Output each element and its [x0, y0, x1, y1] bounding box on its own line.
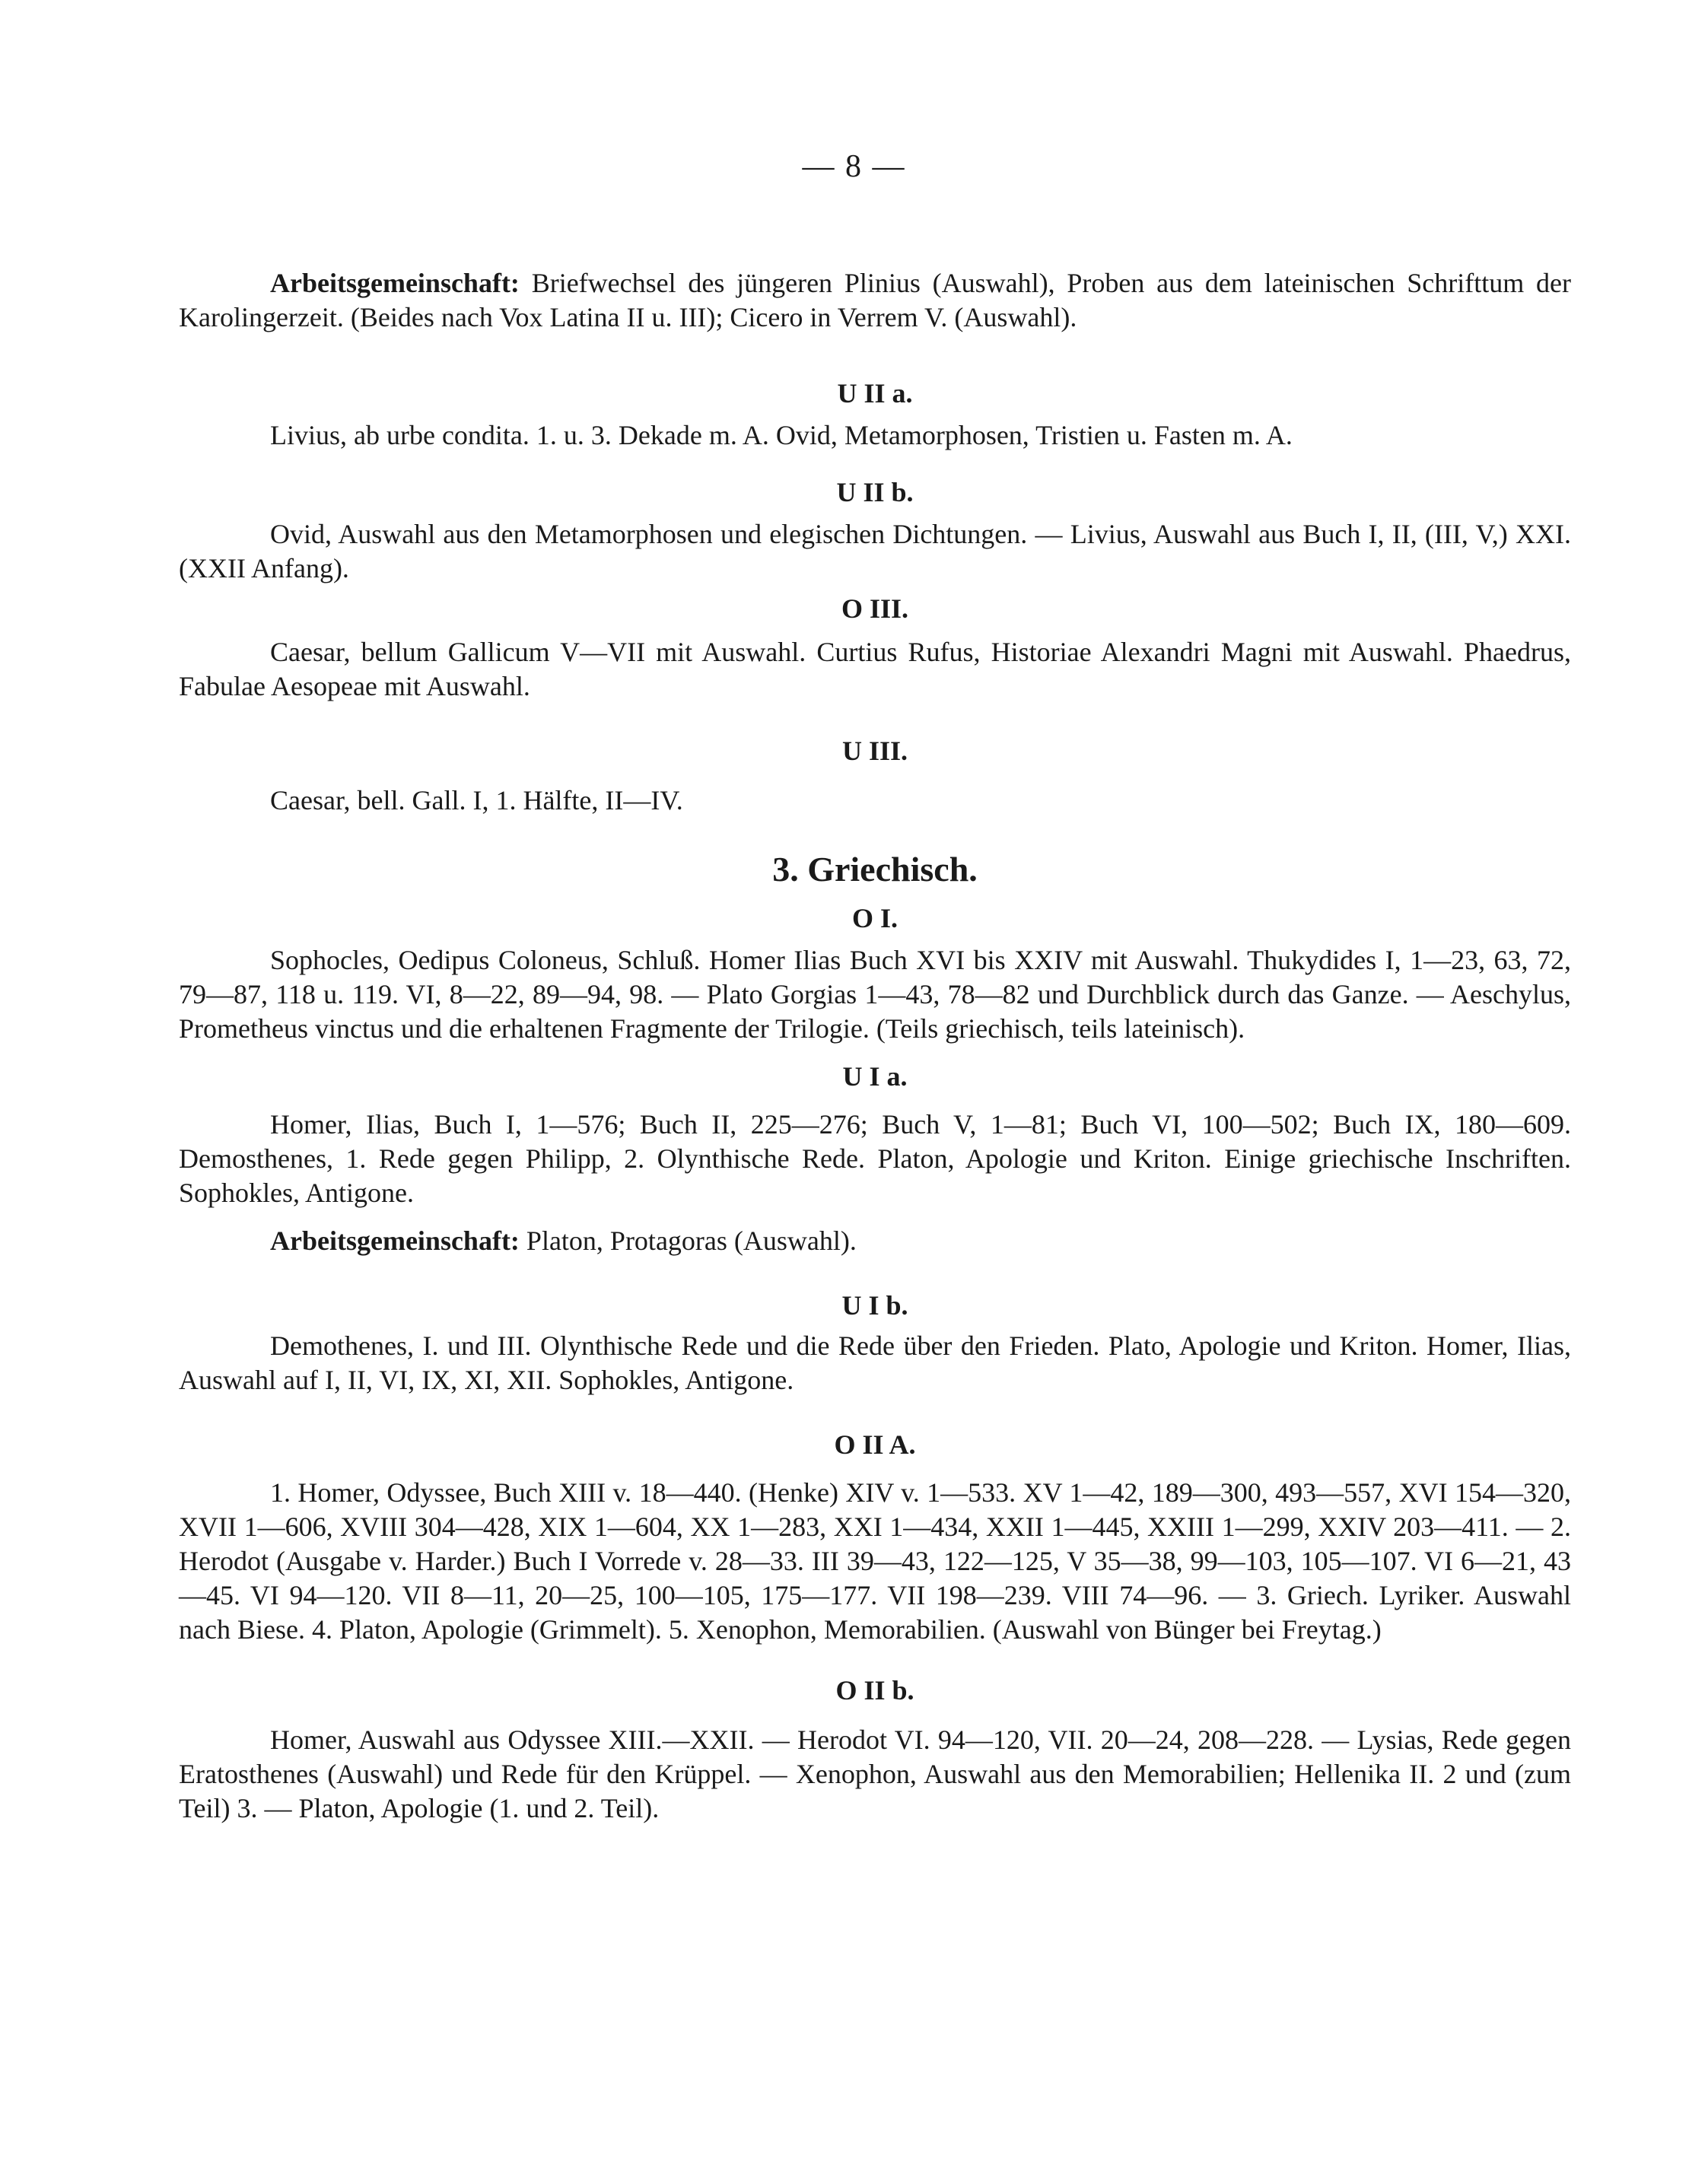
heading-u2a: U II a. [837, 378, 913, 408]
heading-o2b: O II b. [835, 1675, 914, 1705]
latin-ag-label: Arbeitsgemeinschaft: [270, 268, 520, 298]
page-content [179, 266, 1571, 1826]
heading-u3: U III. [841, 736, 908, 766]
text-o2b: Homer, Auswahl aus Odyssee XIII.—XXII. — Herodot VI. 94—120, VII. 20—24, 208—228. — Lysias, Rede gegen Eratosthenes (Auswahl) und Rede für den Krüppel. — Xenophon, Auswahl aus den Memorabilien; Hellenika II. 2 und (zum Teil) 3. — Platon, Apologie (1. und 2. Teil). [179, 1725, 1571, 1823]
text-o1: Sophocles, Oedipus Coloneus, Schluß. Homer Ilias Buch XVI bis XXIV mit Auswahl. Thukydides I, 1—23, 63, 72, 79—87, 118 u. 119. VI, 8—22, 89—94, 98. — Plato Gorgias 1—43, 78—82 und Durchblick durch das Ganze. — Aeschylus, Prometheus vinctus und die erhaltenen Fragmente der Trilogie. (Teils griechisch, teils lateinisch). [179, 945, 1571, 1044]
text-u3: Caesar, bell. Gall. I, 1. Hälfte, II—IV. [270, 785, 683, 815]
greek-ag-text: Platon, Protagoras (Auswahl). [526, 1225, 857, 1256]
text-u2a: Livius, ab urbe condita. 1. u. 3. Dekade m. A. Ovid, Metamorphosen, Tristien u. Fasten m. A. [270, 420, 1293, 450]
text-o2a: 1. Homer, Odyssee, Buch XIII v. 18—440. (Henke) XIV v. 1—533. XV 1—42, 189—300, 493—557, XVI 154—320, XVII 1—606, XVIII 304—428, XIX 1—604, XX 1—283, XXI 1—434, XXII 1—445, XXIII 1—299, XXIV 203—411. — 2. Herodot (Ausgabe v. Harder.) Buch I Vorrede v. 28—33. III 39—43, 122—125, V 35—38, 99—103, 105—107. VI 6—21, 43—45. VI 94—120. VII 8—11, 20—25, 100—105, 175—177. VII 198—239. VIII 74—96. — 3. Griech. Lyriker. Auswahl nach Biese. 4. Platon, Apologie (Grimmelt). 5. Xenophon, Memorabilien. (Auswahl von Bünger bei Freytag.) [179, 1477, 1571, 1645]
heading-u2b: U II b. [836, 477, 914, 507]
text-o3: Caesar, bellum Gallicum V—VII mit Auswahl. Curtius Rufus, Historiae Alexandri Magni mit Auswahl. Phaedrus, Fabulae Aesopeae mit Auswahl. [179, 637, 1571, 701]
greek-ag-label: Arbeitsgemeinschaft: [270, 1225, 520, 1256]
text-u1a: Homer, Ilias, Buch I, 1—576; Buch II, 225—276; Buch V, 1—81; Buch VI, 100—502; Buch IX, 180—609. Demosthenes, 1. Rede gegen Philipp, 2. Olynthische Rede. Platon, Apologie und Kriton. Einige griechische Inschriften. Sophokles, Antigone. [179, 1109, 1571, 1208]
latin-ag-text: Briefwechsel des jüngeren Plinius (Auswahl), Proben aus dem lateinischen Schrifttum der Karolingerzeit. (Beides nach Vox Latina II u. III); Cicero in Verrem V. (Auswahl). [179, 268, 1571, 332]
greek-ag-paragraph [179, 1224, 1571, 1258]
heading-o1: O I. [851, 903, 898, 933]
text-u2b: Ovid, Auswahl aus den Metamorphosen und elegischen Dichtungen. — Livius, Auswahl aus Buch I, II, (III, V,) XXI. (XXII Anfang). [179, 519, 1571, 583]
text-u1b: Demothenes, I. und III. Olynthische Rede und die Rede über den Frieden. Plato, Apologie und Kriton. Homer, Ilias, Auswahl auf I, II, VI, IX, XI, XII. Sophokles, Antigone. [179, 1330, 1571, 1395]
heading-o2a: O II A. [834, 1429, 916, 1460]
heading-u1a: U I a. [842, 1061, 908, 1092]
heading-u1b: U I b. [841, 1290, 908, 1321]
latin-ag-paragraph [179, 266, 1571, 335]
section-heading-griechisch: 3. Griechisch. [772, 850, 978, 888]
heading-o3: O III. [841, 593, 909, 624]
page-number: — 8 — [802, 149, 906, 184]
